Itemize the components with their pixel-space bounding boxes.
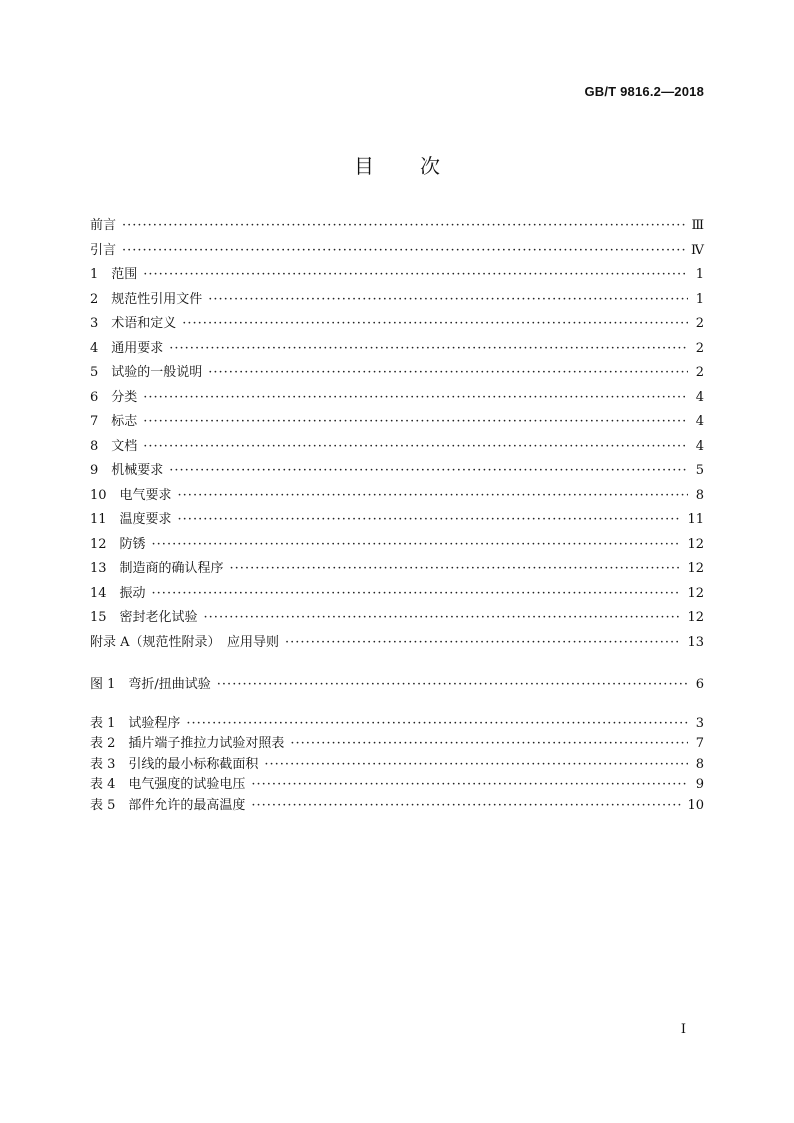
toc-entry-page: Ⅳ bbox=[691, 242, 704, 258]
page-number: I bbox=[680, 1022, 686, 1037]
toc-entry-page: 4 bbox=[695, 414, 704, 429]
table-of-contents bbox=[90, 214, 704, 816]
toc-entry-page: 1 bbox=[695, 267, 704, 282]
leader-dots bbox=[122, 239, 685, 264]
table-entry[interactable] bbox=[90, 796, 704, 817]
toc-entry[interactable] bbox=[90, 435, 704, 460]
toc-entry[interactable] bbox=[90, 263, 704, 288]
toc-entry-label: 9 机械要求 bbox=[90, 463, 164, 478]
toc-entry[interactable] bbox=[90, 410, 704, 435]
toc-entry-label: 5 试验的一般说明 bbox=[90, 365, 203, 380]
table-entry-label: 表 1 试验程序 bbox=[90, 715, 181, 731]
leader-dots bbox=[230, 557, 682, 582]
toc-entry-label: 10 电气要求 bbox=[90, 487, 172, 503]
toc-entry-page: 12 bbox=[687, 536, 704, 552]
leader-dots bbox=[178, 484, 688, 509]
leader-dots bbox=[122, 214, 685, 239]
leader-dots bbox=[143, 263, 688, 288]
toc-entry[interactable] bbox=[90, 312, 704, 337]
leader-dots bbox=[264, 755, 688, 776]
table-entry[interactable] bbox=[90, 714, 704, 735]
toc-entry-page: 2 bbox=[695, 340, 704, 356]
table-entry-label: 表 2 插片端子推拉力试验对照表 bbox=[90, 736, 285, 751]
leader-dots bbox=[208, 361, 688, 386]
toc-entry-page: 4 bbox=[695, 438, 704, 454]
toc-entry-label: 4 通用要求 bbox=[90, 340, 164, 356]
toc-entry-page: 12 bbox=[687, 610, 704, 625]
toc-entry-label: 3 术语和定义 bbox=[90, 316, 177, 331]
toc-entry-page: 4 bbox=[695, 389, 704, 405]
toc-entry[interactable] bbox=[90, 337, 704, 362]
toc-entry-page: 11 bbox=[687, 512, 704, 527]
toc-entry[interactable] bbox=[90, 214, 704, 239]
leader-dots bbox=[182, 312, 688, 337]
leader-dots bbox=[208, 288, 688, 313]
figure-entry-label: 图 1 弯折/扭曲试验 bbox=[90, 677, 211, 692]
leader-dots bbox=[143, 435, 688, 460]
leader-dots bbox=[251, 775, 688, 796]
toc-entry-label: 6 分类 bbox=[90, 389, 138, 405]
table-entry-page: 7 bbox=[695, 736, 704, 751]
leader-dots bbox=[169, 459, 688, 484]
toc-entry[interactable] bbox=[90, 386, 704, 411]
figure-entry-page: 6 bbox=[695, 677, 704, 692]
toc-entry[interactable] bbox=[90, 582, 704, 607]
toc-entry-page: 1 bbox=[695, 291, 704, 307]
leader-dots bbox=[178, 508, 682, 533]
toc-entry[interactable] bbox=[90, 361, 704, 386]
table-entry-page: 3 bbox=[695, 715, 704, 731]
leader-dots bbox=[217, 673, 688, 698]
leader-dots bbox=[143, 386, 688, 411]
page-title: 目次 bbox=[354, 154, 486, 178]
toc-entry-label: 11 温度要求 bbox=[90, 512, 172, 527]
table-entry-label: 表 3 引线的最小标称截面积 bbox=[90, 756, 259, 772]
toc-entry-page: 8 bbox=[695, 487, 704, 503]
toc-entry-label: 7 标志 bbox=[90, 414, 138, 429]
toc-entry-label: 1 范围 bbox=[90, 267, 138, 282]
table-entry[interactable] bbox=[90, 734, 704, 755]
toc-entry-label: 2 规范性引用文件 bbox=[90, 291, 203, 307]
toc-entry-label: 12 防锈 bbox=[90, 536, 146, 552]
leader-dots bbox=[251, 796, 681, 817]
leader-dots bbox=[152, 533, 682, 558]
toc-entry-label: 引言 bbox=[90, 242, 117, 258]
table-entry-page: 9 bbox=[695, 777, 704, 792]
figure-entry[interactable] bbox=[90, 673, 704, 698]
toc-entry-page: 2 bbox=[695, 316, 704, 331]
toc-entry-page: 12 bbox=[687, 561, 704, 576]
toc-entry[interactable] bbox=[90, 631, 704, 656]
standard-code: GB/T 9816.2—2018 bbox=[584, 84, 704, 99]
leader-dots bbox=[152, 582, 682, 607]
toc-entry[interactable] bbox=[90, 533, 704, 558]
table-entry-label: 表 5 部件允许的最高温度 bbox=[90, 797, 246, 813]
leader-dots bbox=[204, 606, 682, 631]
leader-dots bbox=[285, 631, 681, 656]
leader-dots bbox=[169, 337, 688, 362]
toc-entry[interactable] bbox=[90, 484, 704, 509]
toc-entry-label: 8 文档 bbox=[90, 438, 138, 454]
table-entry[interactable] bbox=[90, 755, 704, 776]
table-entry[interactable] bbox=[90, 775, 704, 796]
toc-entry[interactable] bbox=[90, 239, 704, 264]
toc-entry[interactable] bbox=[90, 606, 704, 631]
toc-entry-label: 前言 bbox=[90, 218, 117, 233]
toc-entry[interactable] bbox=[90, 508, 704, 533]
table-entry-page: 8 bbox=[695, 756, 704, 772]
toc-entry-page: Ⅲ bbox=[691, 218, 704, 233]
toc-entry-label: 14 振动 bbox=[90, 585, 146, 601]
leader-dots bbox=[143, 410, 688, 435]
toc-entry-label: 13 制造商的确认程序 bbox=[90, 561, 224, 576]
table-entry-label: 表 4 电气强度的试验电压 bbox=[90, 777, 246, 792]
toc-entry-page: 13 bbox=[687, 634, 704, 650]
toc-entry-page: 2 bbox=[695, 365, 704, 380]
toc-entry-label: 15 密封老化试验 bbox=[90, 610, 198, 625]
leader-dots bbox=[290, 734, 688, 755]
toc-entry-label: 附录 A（规范性附录） 应用导则 bbox=[90, 634, 280, 650]
leader-dots bbox=[186, 714, 688, 735]
toc-entry-page: 12 bbox=[687, 585, 704, 601]
table-entry-page: 10 bbox=[687, 797, 704, 813]
toc-entry[interactable] bbox=[90, 288, 704, 313]
toc-entry-page: 5 bbox=[695, 463, 704, 478]
toc-entry[interactable] bbox=[90, 459, 704, 484]
toc-entry[interactable] bbox=[90, 557, 704, 582]
